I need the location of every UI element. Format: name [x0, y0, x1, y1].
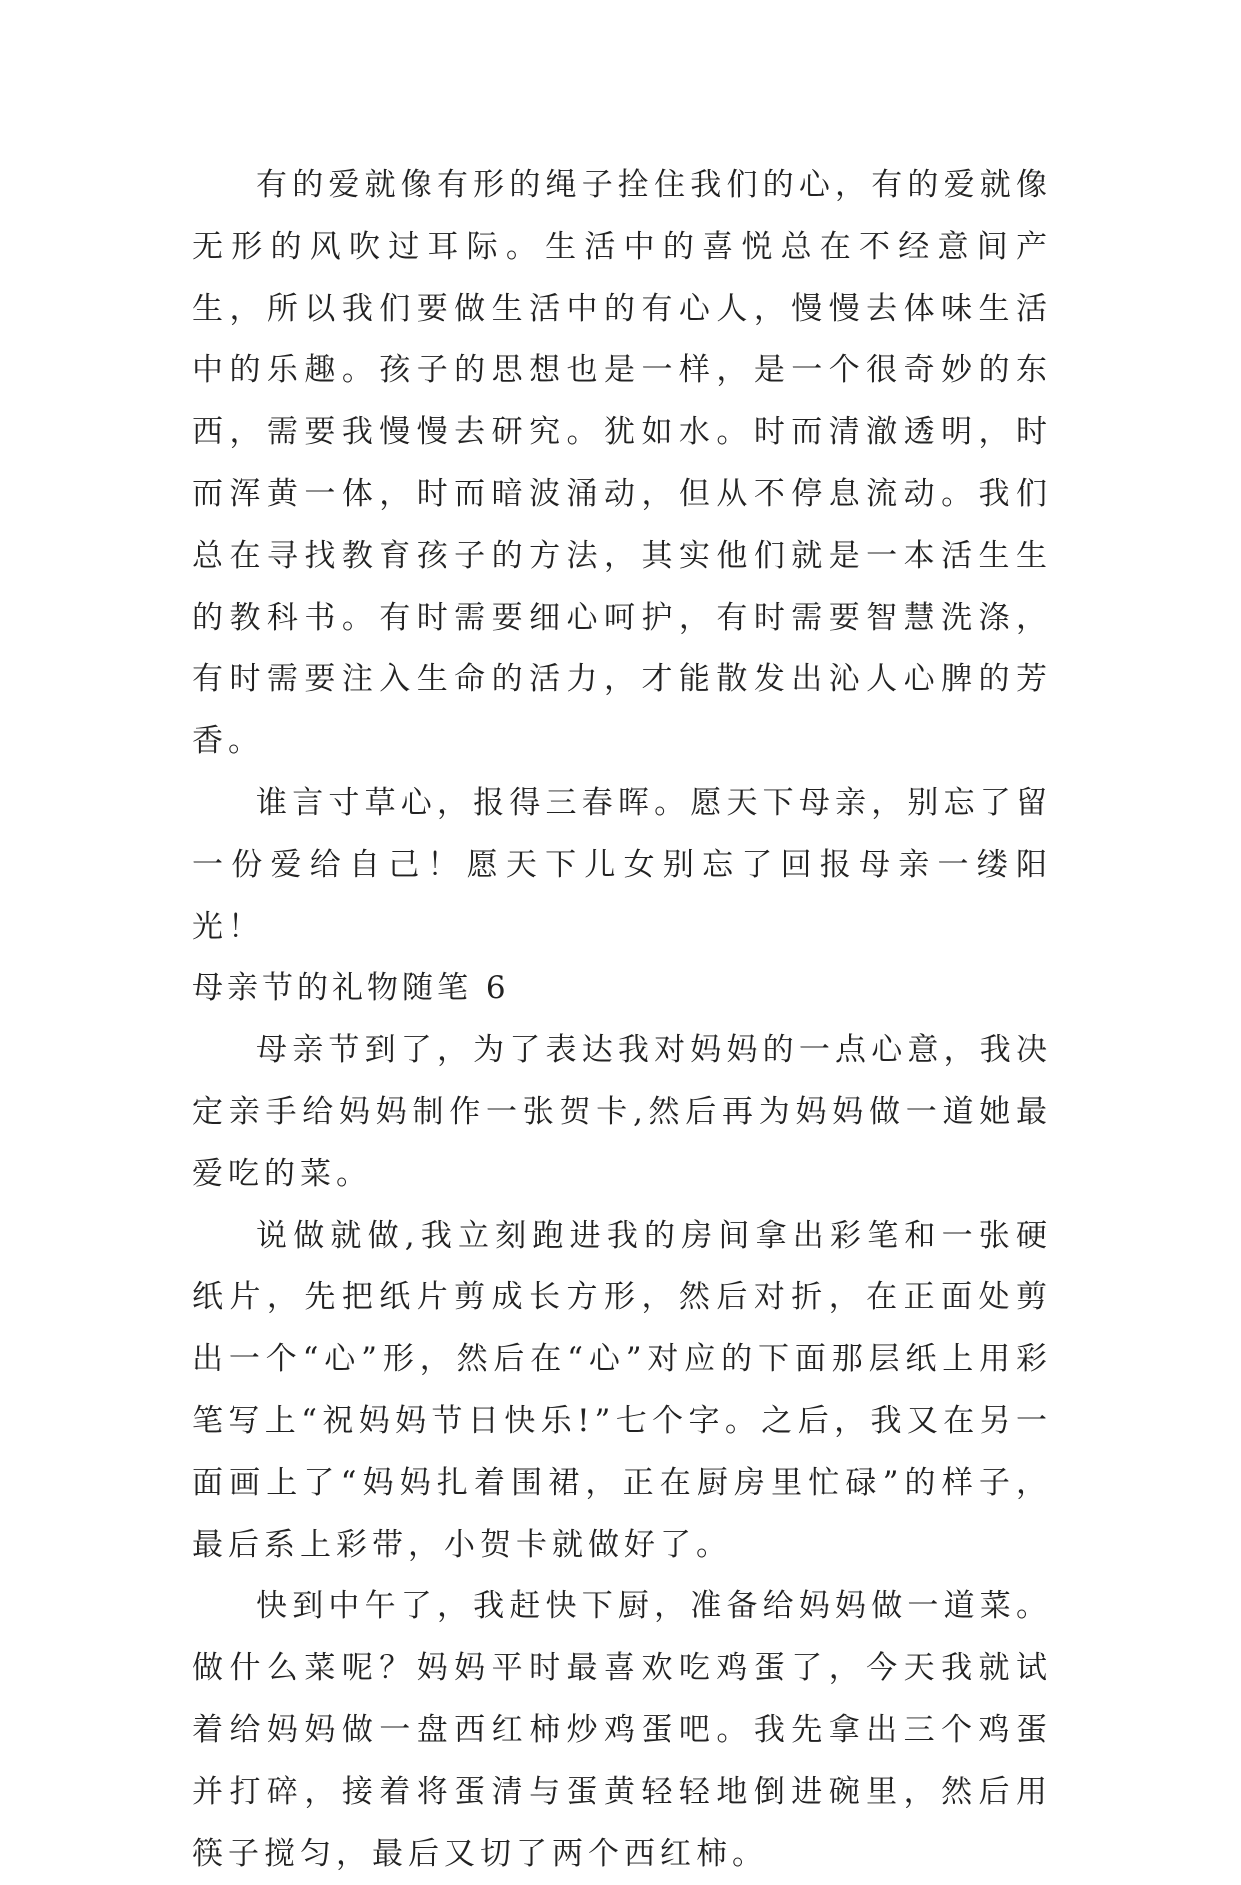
- paragraph-cooking: 快到中午了，我赶快下厨，准备给妈妈做一道菜。做什么菜呢？妈妈平时最喜欢吃鸡蛋了，今天我就试着给妈妈做一盘西红柿炒鸡蛋吧。我先拿出三个鸡蛋并打碎，接着将蛋清与蛋黄轻轻地倒进碗里，然后用筷子搅匀，最后又切了两个西红柿。: [192, 1588, 1052, 1872]
- section-title: 母亲节的礼物随笔 6: [192, 970, 510, 1007]
- paragraph-love-like-rope: 有的爱就像有形的绳子拴住我们的心，有的爱就像无形的风吹过耳际。生活中的喜悦总在不经意间产生，所以我们要做生活中的有心人，慢慢去体味生活中的乐趣。孩子的思想也是一样，是一个很奇妙的东西，需要我慢慢去研究。犹如水。时而清澈透明，时而浑黄一体，时而暗波涌动，但从不停息流动。我们总在寻找教育孩子的方法，其实他们就是一本活生生的教科书。有时需要细心呵护，有时需要智慧洗涤，有时需要注入生命的活力，才能散发出沁人心脾的芳香。: [192, 167, 1052, 760]
- paragraph-making-card: 说做就做,我立刻跑进我的房间拿出彩笔和一张硬纸片，先把纸片剪成长方形，然后对折，在正面处剪出一个“心”形，然后在“心”对应的下面那层纸上用彩笔写上“祝妈妈节日快乐!”七个字。之后，我又在另一面画上了“妈妈扎着围裙，正在厨房里忙碌”的样子，最后系上彩带，小贺卡就做好了。: [192, 1217, 1052, 1563]
- document-body: [192, 155, 1052, 1885]
- paragraph-mothers-wish: 谁言寸草心，报得三春晖。愿天下母亲，别忘了留一份爱给自己！愿天下儿女别忘了回报母亲一缕阳光！: [192, 784, 1052, 945]
- paragraph-mothers-day-plan: 母亲节到了，为了表达我对妈妈的一点心意，我决定亲手给妈妈制作一张贺卡,然后再为妈妈做一道她最爱吃的菜。: [192, 1032, 1052, 1192]
